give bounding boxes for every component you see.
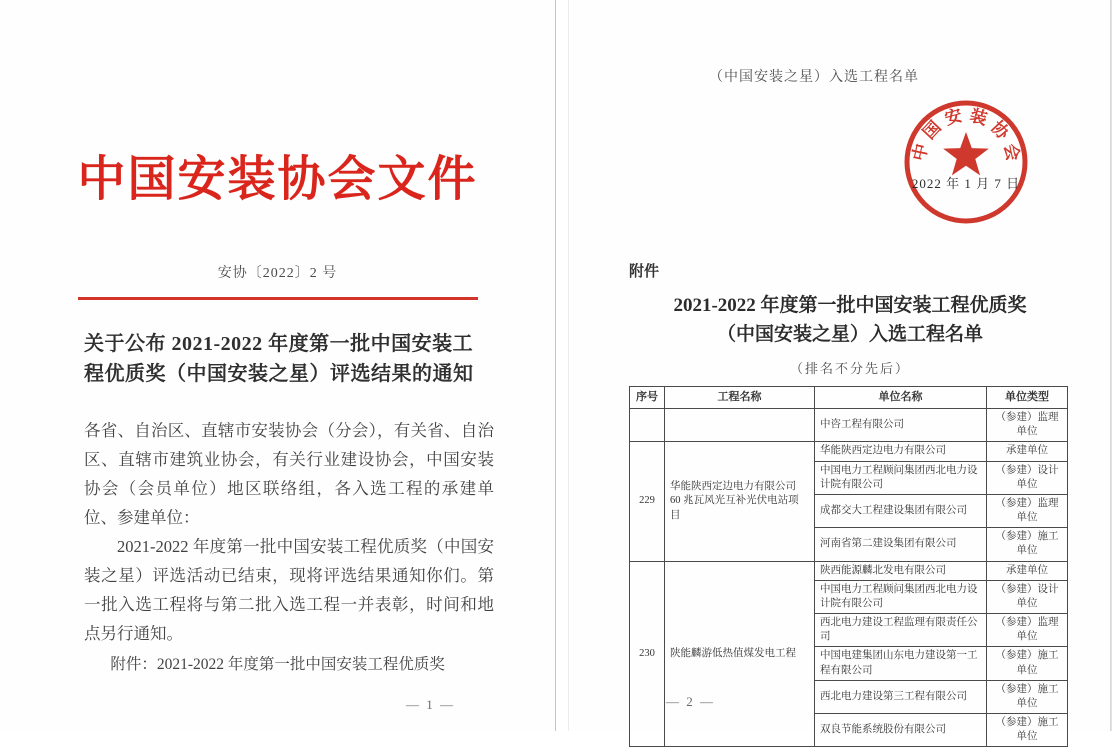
- page-right-edge: [1111, 0, 1112, 731]
- official-seal: [891, 88, 1041, 238]
- unit-type-cell: （参建）施工单位: [987, 714, 1068, 747]
- unit-name-cell: 中咨工程有限公司: [815, 409, 987, 442]
- unit-name-cell: 中国电力工程顾问集团西北电力设计院有限公司: [815, 580, 987, 613]
- project-name-cell: 华能陕西定边电力有限公司 60 兆瓦风光互补光伏电站项目: [665, 442, 815, 561]
- unit-type-cell: （参建）施工单位: [987, 647, 1068, 680]
- list-subtitle: （排名不分先后）: [789, 361, 910, 376]
- unit-name-cell: 双良节能系统股份有限公司: [815, 714, 987, 747]
- page-1: [0, 0, 556, 731]
- unit-type-cell: （参建）设计单位: [987, 580, 1068, 613]
- unit-name-cell: 河南省第二建设集团有限公司: [815, 528, 987, 561]
- unit-name-cell: 陕西能源麟北发电有限公司: [815, 561, 987, 580]
- projects-table-wrapper: [629, 386, 1067, 747]
- project-name-cell: [665, 409, 815, 442]
- red-divider-rule: [78, 297, 478, 300]
- unit-name-cell: 中国电建集团山东电力建设第一工程有限公司: [815, 647, 987, 680]
- seal-arc-char: 协: [987, 117, 1013, 143]
- list-title: [589, 291, 1111, 349]
- running-header: （中国安装之星）入选工程名单: [709, 70, 919, 85]
- notice-title: [84, 329, 498, 389]
- projects-table: [629, 386, 1068, 747]
- page-number-1: — 1 —: [406, 697, 455, 712]
- column-header: 序号: [630, 387, 665, 409]
- unit-type-cell: 承建单位: [987, 442, 1068, 461]
- projects-table-head-row: [630, 387, 1068, 409]
- seal-date-text: 2022 年 1 月 7 日: [911, 176, 1021, 191]
- document-number: 安协〔2022〕2 号: [217, 266, 338, 281]
- project-name-cell: 陕能麟游低热值煤发电工程: [665, 561, 815, 747]
- seal-star-icon: [943, 132, 989, 175]
- masthead-title: 中国安装协会文件: [77, 153, 478, 206]
- project-no-cell: 230: [630, 561, 665, 747]
- table-row: [630, 442, 1068, 461]
- table-row: [630, 561, 1068, 580]
- page-2: [568, 0, 1111, 743]
- unit-name-cell: 西北电力建设第三工程有限公司: [815, 680, 987, 713]
- unit-type-cell: 承建单位: [987, 561, 1068, 580]
- column-header: 工程名称: [665, 387, 815, 409]
- notice-title-line2: 程优质奖（中国安装之星）评选结果的通知: [84, 363, 474, 385]
- seal-arc-char: 国: [919, 117, 945, 143]
- unit-type-cell: （参建）监理单位: [987, 494, 1068, 527]
- seal-arc-char: 安: [942, 105, 965, 129]
- unit-name-cell: 中国电力工程顾问集团西北电力设计院有限公司: [815, 461, 987, 494]
- column-header: 单位类型: [987, 387, 1068, 409]
- unit-type-cell: （参建）监理单位: [987, 614, 1068, 647]
- attachment-reference: 附件：2021-2022 年度第一批中国安装工程优质奖: [110, 656, 445, 673]
- notice-body: [84, 416, 494, 648]
- seal-arc-char: 会: [1000, 142, 1023, 163]
- unit-type-cell: （参建）设计单位: [987, 461, 1068, 494]
- list-title-line1: 2021-2022 年度第一批中国安装工程优质奖: [673, 295, 1027, 316]
- notice-title-line1: 关于公布 2021-2022 年度第一批中国安装工: [84, 333, 474, 355]
- unit-name-cell: 西北电力建设工程监理有限责任公司: [815, 614, 987, 647]
- list-title-line2: （中国安装之星）入选工程名单: [716, 324, 983, 345]
- project-no-cell: 229: [630, 442, 665, 561]
- unit-name-cell: 成都交大工程建设集团有限公司: [815, 494, 987, 527]
- page-number-2: — 2 —: [666, 694, 715, 709]
- unit-type-cell: （参建）施工单位: [987, 528, 1068, 561]
- body-paragraph-salutation: 各省、自治区、直辖市安装协会（分会），有关省、自治区、直辖市建筑业协会，有关行业建设协会，中国安装协会（会员单位）地区联络组，各入选工程的承建单位、参建单位：: [84, 421, 494, 527]
- unit-name-cell: 华能陕西定边电力有限公司: [815, 442, 987, 461]
- unit-type-cell: （参建）施工单位: [987, 680, 1068, 713]
- body-paragraph-main: 2021-2022 年度第一批中国安装工程优质奖（中国安装之星）评选活动已结束，现将评选结果通知你们。第一批入选工程将与第二批入选工程一并表彰，时间和地点另行通知。: [84, 537, 494, 643]
- seal-arc-char: 中: [909, 142, 932, 163]
- table-row: [630, 409, 1068, 442]
- seal-arc-char: 装: [967, 105, 990, 129]
- unit-type-cell: （参建）监理单位: [987, 409, 1068, 442]
- project-no-cell: [630, 409, 665, 442]
- attachment-label: 附件: [629, 264, 660, 280]
- column-header: 单位名称: [815, 387, 987, 409]
